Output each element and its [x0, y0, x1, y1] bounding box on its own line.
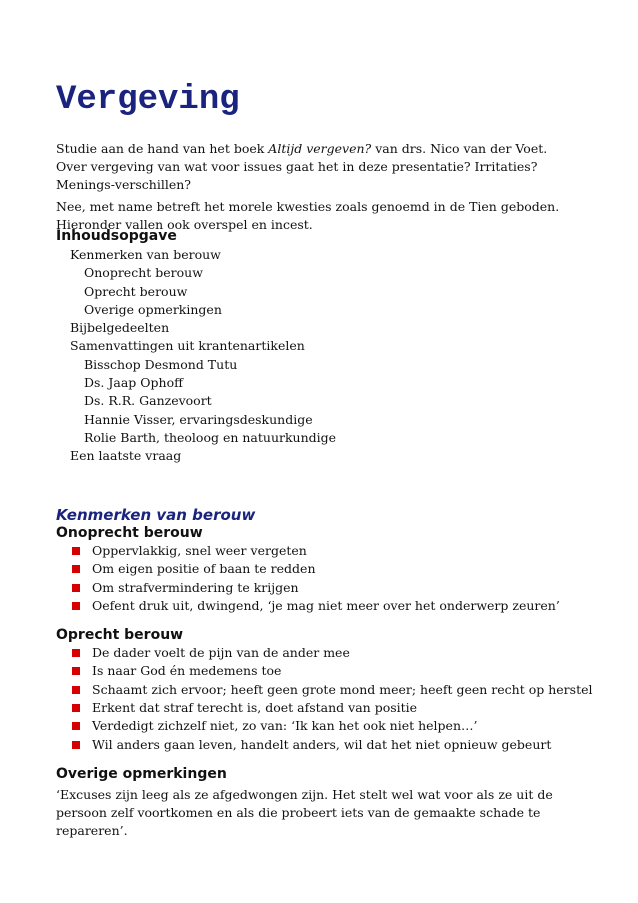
page-title: Vergeving	[56, 81, 240, 119]
list-item	[72, 681, 593, 699]
list-item-text: Is naar God én medemens toe	[92, 663, 282, 679]
toc-item[interactable]: Een laatste vraag	[70, 448, 182, 464]
square-bullet-icon	[72, 602, 80, 610]
toc-item[interactable]: Bijbelgedeelten	[70, 320, 170, 336]
overige-heading: Overige opmerkingen	[56, 766, 227, 782]
toc-item[interactable]: Oprecht berouw	[84, 283, 188, 299]
toc-item[interactable]: Hannie Visser, ervaringsdeskundige	[84, 411, 313, 427]
onoprecht-heading: Onoprecht berouw	[56, 525, 203, 541]
square-bullet-icon	[72, 741, 80, 749]
oprecht-list	[72, 644, 593, 754]
intro-line-1: Studie aan de hand van het boek Altijd vergeven? van drs. Nico van der Voet.	[56, 141, 548, 156]
list-item	[72, 560, 560, 578]
toc-item[interactable]: Ds. Jaap Ophoff	[84, 375, 183, 391]
square-bullet-icon	[72, 667, 80, 675]
list-item-text: De dader voelt de pijn van de ander mee	[92, 645, 350, 661]
list-item-text: Om strafvermindering te krijgen	[92, 579, 299, 595]
toc-item[interactable]: Overige opmerkingen	[84, 301, 222, 317]
list-item	[72, 735, 593, 753]
list-item	[72, 597, 560, 615]
square-bullet-icon	[72, 565, 80, 573]
toc-item[interactable]: Kenmerken van berouw	[70, 247, 221, 262]
list-item-text: Oefent druk uit, dwingend, ‘je mag niet meer over het onderwerp zeuren’	[92, 598, 560, 614]
toc-item[interactable]: Samenvattingen uit krantenartikelen	[70, 338, 305, 354]
toc-heading: Inhoudsopgave	[56, 228, 177, 244]
square-bullet-icon	[72, 686, 80, 694]
section-heading: Kenmerken van berouw	[56, 506, 256, 525]
list-item-text: Oppervlakkig, snel weer vergeten	[92, 543, 307, 559]
oprecht-heading: Oprecht berouw	[56, 627, 184, 643]
list-item-text: Om eigen positie of baan te redden	[92, 561, 316, 577]
list-item-text: Erkent dat straf terecht is, doet afstand van positie	[92, 700, 418, 716]
list-item	[72, 542, 560, 560]
toc-item[interactable]: Onoprecht berouw	[84, 265, 203, 281]
book-title: Altijd vergeven?	[268, 141, 372, 156]
list-item	[72, 662, 593, 680]
list-item-text: Wil anders gaan leven, handelt anders, wil dat het niet opnieuw gebeurt	[92, 736, 552, 752]
table-of-contents	[56, 246, 336, 466]
list-item	[72, 579, 560, 597]
toc-item[interactable]: Ds. R.R. Ganzevoort	[84, 393, 212, 409]
intro-line-2: Over vergeving van wat voor issues gaat het in deze presentatie? Irritaties? Menings-verschillen?	[56, 159, 538, 192]
square-bullet-icon	[72, 547, 80, 555]
intro	[56, 140, 596, 238]
list-item	[72, 699, 593, 717]
list-item-text: Schaamt zich ervoor; heeft geen grote mond meer; heeft geen recht op herstel	[92, 681, 593, 697]
list-item	[72, 717, 593, 735]
list-item	[72, 644, 593, 662]
square-bullet-icon	[72, 704, 80, 712]
toc-item[interactable]: Bisschop Desmond Tutu	[84, 356, 238, 372]
square-bullet-icon	[72, 584, 80, 592]
onoprecht-list	[72, 542, 560, 615]
intro-line-3: Nee, met name betreft het morele kwesties zoals genoemd in de Tien geboden. Hieronder vallen ook overspel en incest.	[56, 199, 560, 232]
list-item-text: Verdedigt zichzelf niet, zo van: ‘Ik kan het ook niet helpen…’	[92, 718, 478, 734]
toc-item[interactable]: Rolie Barth, theoloog en natuurkundige	[84, 429, 337, 445]
square-bullet-icon	[72, 722, 80, 730]
square-bullet-icon	[72, 649, 80, 657]
overige-text: ‘Excuses zijn leeg als ze afgedwongen zijn. Het stelt wel wat voor als ze uit de persoon zelf voortkomen en als die probeert iets van de gemaakte schade te repareren’.	[56, 787, 553, 838]
